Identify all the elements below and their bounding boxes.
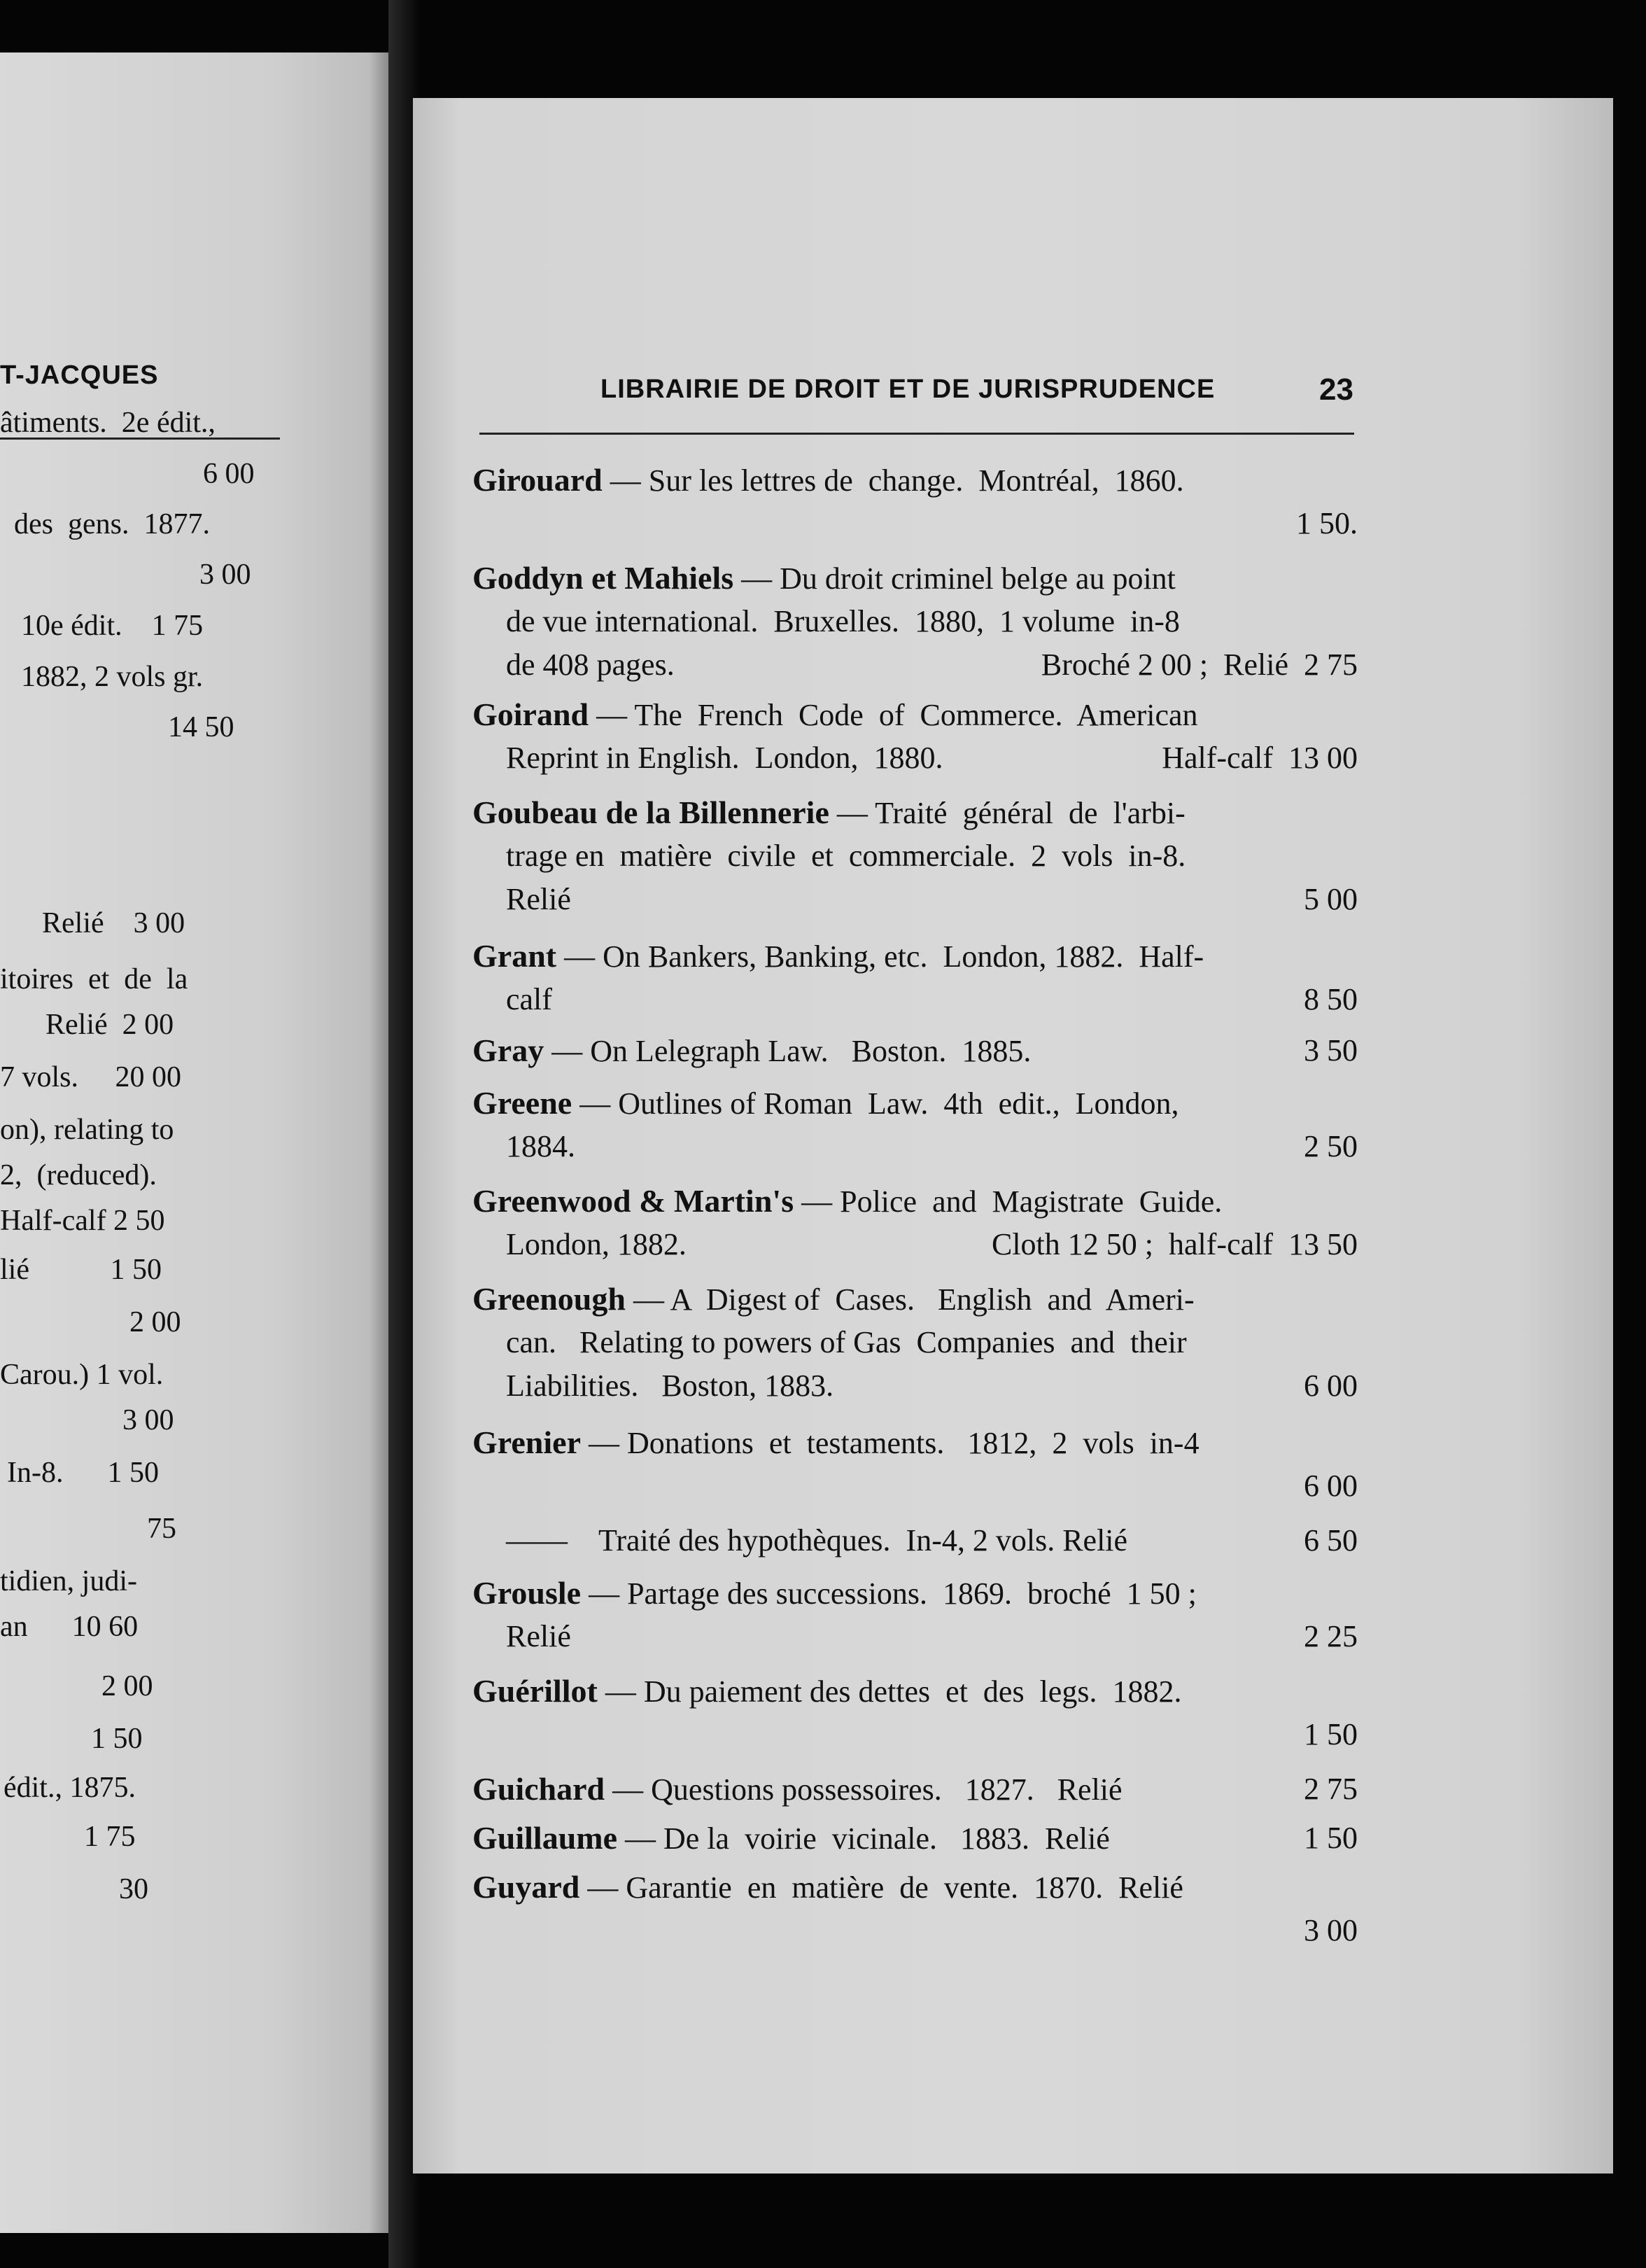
left-line: Relié 2 00 <box>45 1009 174 1041</box>
catalog-entry: Guérillot — Du paiement des dettes et des legs. 1882. 1 50 <box>472 1670 1358 1756</box>
price: 2 25 <box>1304 1619 1358 1653</box>
catalog-entry: Grenier — Donations et testaments. 1812, 2 vols in-4 6 00 <box>472 1421 1358 1508</box>
left-line: 2 00 <box>129 1306 181 1338</box>
left-facing-page <box>0 52 388 2233</box>
left-line: 75 <box>147 1513 176 1545</box>
price: Cloth 12 50 ; half-calf 13 50 <box>991 1227 1358 1261</box>
author-name: Guillaume <box>472 1820 618 1856</box>
left-line: 14 50 <box>168 711 234 743</box>
left-line: tidien, judi- <box>0 1565 137 1597</box>
catalog-entry: Greenough — A Digest of Cases. English and Ameri- can. Relating to powers of Gas Companies and their Liabilities. Boston, 1883. 6 00 <box>472 1278 1358 1408</box>
catalog-entry: Gray — On Lelegraph Law. Boston. 1885. 3 50 <box>472 1029 1358 1072</box>
left-line: 6 00 <box>203 458 255 490</box>
price: 1 50. <box>1296 506 1358 540</box>
price: Half-calf 13 00 <box>1162 741 1358 775</box>
left-line: In-8. 1 50 <box>7 1457 159 1489</box>
ditto-dash: —— <box>506 1523 568 1558</box>
price: 2 75 <box>1304 1772 1358 1806</box>
author-name: Grenier <box>472 1424 581 1460</box>
price: 6 00 <box>1304 1368 1358 1403</box>
left-line: 1 50 <box>91 1723 143 1755</box>
left-line: 7 vols. 20 00 <box>0 1061 182 1093</box>
author-name: Guyard <box>472 1869 580 1905</box>
author-name: Greene <box>472 1085 572 1121</box>
catalog-entry: Grousle — Partage des successions. 1869. broché 1 50 ; Relié 2 25 <box>472 1572 1358 1658</box>
left-line: 3 00 <box>199 559 251 591</box>
left-line: on), relating to <box>0 1114 174 1146</box>
left-line: édit., 1875. <box>3 1772 136 1804</box>
left-line: 3 00 <box>122 1404 174 1436</box>
left-page-header: T-JACQUES <box>0 360 159 390</box>
author-name: Goddyn et Mahiels <box>472 560 734 596</box>
catalog-entry: Goddyn et Mahiels — Du droit criminel belge au point de vue international. Bruxelles. 1880, 1 volume in-8 de 408 pages. Broché 2 00 ; Relié 2 75 <box>472 556 1358 687</box>
left-line: Relié 3 00 <box>42 907 185 939</box>
header-rule <box>479 433 1354 435</box>
left-line: Half-calf 2 50 <box>0 1205 165 1237</box>
catalog-entry: —— Traité des hypothèques. In-4, 2 vols. Relié 6 50 <box>472 1519 1358 1562</box>
catalog-entry: Grant — On Bankers, Banking, etc. London, 1882. Half- calf 8 50 <box>472 934 1358 1021</box>
author-name: Goubeau de la Billennerie <box>472 794 829 830</box>
catalog-entry: Guyard — Garantie en matière de vente. 1870. Relié 3 00 <box>472 1865 1358 1952</box>
left-line: 30 <box>119 1873 148 1905</box>
catalog-entry: Greenwood & Martin's — Police and Magistrate Guide. London, 1882. Cloth 12 50 ; half-calf 13 50 <box>472 1180 1358 1266</box>
page-header: LIBRAIRIE DE DROIT ET DE JURISPRUDENCE <box>600 374 1216 404</box>
author-name: Greenough <box>472 1281 626 1317</box>
price: 6 00 <box>1304 1469 1358 1503</box>
left-line: 2, (reduced). <box>0 1159 157 1191</box>
author-name: Guichard <box>472 1771 605 1807</box>
catalog-entry: Greene — Outlines of Roman Law. 4th edit., London, 1884. 2 50 <box>472 1082 1358 1168</box>
price: 2 50 <box>1304 1129 1358 1163</box>
left-line: 1 75 <box>84 1821 136 1853</box>
price: 1 50 <box>1304 1821 1358 1855</box>
author-name: Grousle <box>472 1575 582 1611</box>
left-line: 1882, 2 vols gr. <box>21 661 204 693</box>
catalog-page <box>413 98 1613 2174</box>
catalog-entry: Goirand — The French Code of Commerce. American Reprint in English. London, 1880. Half-calf 13 00 <box>472 693 1358 780</box>
price: 6 50 <box>1304 1523 1358 1558</box>
author-name: Guérillot <box>472 1673 598 1709</box>
left-line: 10e édit. 1 75 <box>21 610 204 642</box>
author-name: Goirand <box>472 696 589 732</box>
author-name: Grant <box>472 938 557 974</box>
author-name: Gray <box>472 1032 544 1068</box>
price: 8 50 <box>1304 982 1358 1016</box>
left-line: Carou.) 1 vol. <box>0 1359 164 1391</box>
price: 1 50 <box>1304 1717 1358 1751</box>
left-line: itoires et de la <box>0 963 188 995</box>
left-line: des gens. 1877. <box>14 508 210 540</box>
left-line: âtiments. 2e édit., <box>0 407 216 439</box>
catalog-entry: Goubeau de la Billennerie — Traité général de l'arbi- trage en matière civile et commerciale. 2 vols in-8. Relié 5 00 <box>472 791 1358 921</box>
catalog-entry: Guichard — Questions possessoires. 1827. Relié 2 75 <box>472 1768 1358 1811</box>
catalog-entry: Guillaume — De la voirie vicinale. 1883. Relié 1 50 <box>472 1816 1358 1860</box>
author-name: Greenwood & Martin's <box>472 1183 794 1219</box>
price: Broché 2 00 ; Relié 2 75 <box>1041 648 1358 682</box>
author-name: Girouard <box>472 462 603 498</box>
page-number: 23 <box>1319 372 1353 407</box>
price: 3 00 <box>1304 1913 1358 1947</box>
price: 3 50 <box>1304 1033 1358 1068</box>
catalog-entry: Girouard — Sur les lettres de change. Montréal, 1860. 1 50. <box>472 458 1358 545</box>
left-line: an 10 60 <box>0 1611 139 1643</box>
left-line: 2 00 <box>101 1670 153 1702</box>
left-line: lié 1 50 <box>0 1254 162 1286</box>
price: 5 00 <box>1304 882 1358 916</box>
